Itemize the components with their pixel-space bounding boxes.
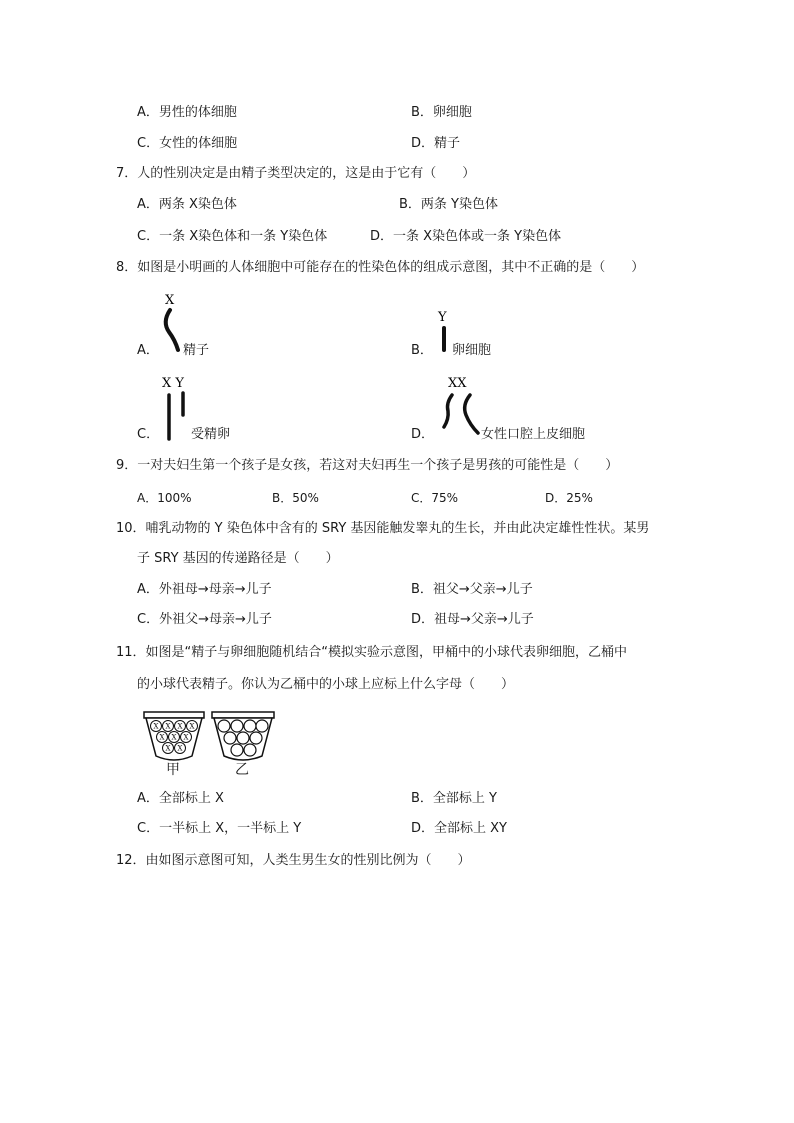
- q9-option-c: C．75%: [411, 491, 459, 505]
- q12-stem: 12．由如图示意图可知，人类生男生女的性别比例为（ ）: [116, 853, 471, 868]
- q9-stem: 9．一对夫妇生第一个孩子是女孩，若这对夫妇再生一个孩子是男孩的可能性是（ ）: [116, 458, 619, 473]
- q8-option-a-letter: A．: [137, 343, 159, 358]
- q11-stem-line1: 11．如图是“精子与卵细胞随机结合“模拟实验示意图，甲桶中的小球代表卵细胞，乙桶中: [116, 645, 628, 660]
- q11-option-a: A．全部标上 X: [137, 791, 224, 806]
- bucket-a-ball-label: X: [177, 744, 183, 753]
- q6-option-b: B．卵细胞: [411, 105, 472, 120]
- q11-stem-line2: 的小球代表精子。你认为乙桶中的小球上应标上什么字母（ ）: [137, 677, 515, 692]
- q10-stem-line2: 子 SRY 基因的传递路径是（ ）: [137, 551, 339, 566]
- q8-option-a-caption: 精子: [183, 343, 210, 358]
- q10-stem-line1: 10．哺乳动物的 Y 染色体中含有的 SRY 基因能触发睾丸的生长，并由此决定雄性性状。某男: [116, 521, 650, 536]
- q7-option-a: A．两条 X染色体: [137, 197, 237, 212]
- q8-option-d-chromosome: XX: [448, 376, 467, 391]
- bucket-a-ball-label: X: [159, 733, 165, 742]
- bucket-a-ball-label: X: [165, 722, 171, 731]
- q8-option-c-chromosome: X Y: [162, 376, 184, 391]
- bucket-figure: [140, 710, 280, 782]
- bucket-a-ball-label: X: [189, 722, 195, 731]
- q10-option-c: C．外祖父→母亲→儿子: [137, 612, 272, 627]
- q7-option-c: C．一条 X染色体和一条 Y染色体: [137, 229, 328, 244]
- q10-option-b: B．祖父→父亲→儿子: [411, 582, 533, 597]
- q9-option-a: A．100%: [137, 491, 192, 505]
- bucket-a-ball-label: X: [171, 733, 177, 742]
- bucket-a-ball-label: X: [165, 744, 171, 753]
- bucket-a-ball-label: X: [177, 722, 183, 731]
- q9-option-b: B．50%: [272, 491, 319, 505]
- chromosome-xx-figure: [436, 373, 482, 445]
- bucket-a-ball-label: X: [153, 722, 159, 731]
- q10-option-d: D．祖母→父亲→儿子: [411, 612, 534, 627]
- bucket-b-label: 乙: [235, 762, 249, 778]
- bucket-a-label: 甲: [166, 762, 180, 778]
- q10-option-a: A．外祖母→母亲→儿子: [137, 582, 272, 597]
- bucket-a-ball-label: X: [183, 733, 189, 742]
- q7-stem: 7．人的性别决定是由精子类型决定的，这是由于它有（ ）: [116, 166, 476, 181]
- q6-option-d: D．精子: [411, 136, 461, 151]
- q8-stem: 8．如图是小明画的人体细胞中可能存在的性染色体的组成示意图，其中不正确的是（ ）: [116, 260, 645, 275]
- q6-option-a: A．男性的体细胞: [137, 105, 237, 120]
- q8-option-c-caption: 受精卵: [191, 427, 231, 442]
- q11-option-d: D．全部标上 XY: [411, 821, 507, 836]
- q8-option-b-caption: 卵细胞: [452, 343, 492, 358]
- q6-option-c: C．女性的体细胞: [137, 136, 238, 151]
- bucket-b: [212, 712, 274, 760]
- q11-option-c: C．一半标上 X，一半标上 Y: [137, 821, 302, 836]
- q7-option-b: B．两条 Y染色体: [399, 197, 498, 212]
- q8-option-d-letter: D．: [411, 427, 435, 442]
- q8-option-d-caption: 女性口腔上皮细胞: [481, 427, 586, 442]
- q7-option-d: D．一条 X染色体或一条 Y染色体: [370, 229, 562, 244]
- q8-option-a-chromosome: X: [165, 293, 175, 308]
- bucket-a: [144, 712, 204, 760]
- q8-option-c-letter: C．: [137, 427, 160, 442]
- q8-option-b-chromosome: Y: [438, 310, 447, 325]
- q11-option-b: B．全部标上 Y: [411, 791, 497, 806]
- q9-option-d: D．25%: [545, 491, 593, 505]
- q8-option-b-letter: B．: [411, 343, 433, 358]
